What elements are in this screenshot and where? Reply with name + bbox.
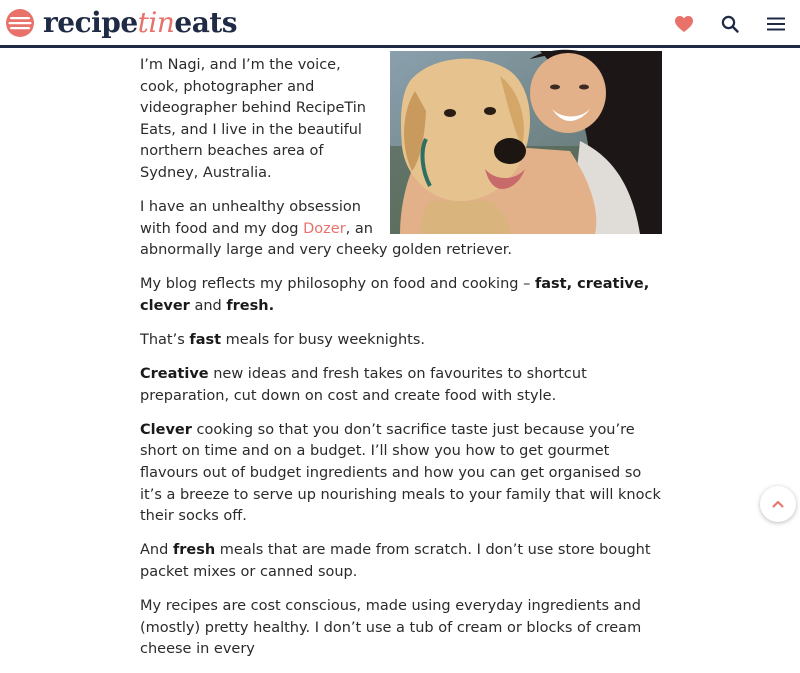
fast-text-end: meals for busy weeknights. bbox=[221, 332, 426, 349]
heart-icon bbox=[674, 15, 694, 33]
philosophy-text-mid: and bbox=[189, 297, 227, 314]
recipes-paragraph: My recipes are cost conscious, made using everyday ingredients and (mostly) pretty healthy. I don’t use a tub of cream or blocks of cream cheese in every bbox=[140, 597, 642, 658]
search-button[interactable] bbox=[716, 10, 744, 38]
header-actions bbox=[652, 10, 790, 38]
menu-icon bbox=[767, 17, 785, 31]
clever-paragraph bbox=[140, 420, 662, 528]
intro-paragraph: I’m Nagi, and I’m the voice, cook, photographer and videographer behind RecipeTin Eats, and I live in the beautiful northern beaches area of Sydney, Australia. bbox=[140, 57, 366, 181]
fresh-text-start: And bbox=[140, 542, 173, 559]
logo-wordmark bbox=[43, 5, 238, 39]
dog-text-start: I have an unhealthy obsession with food and my dog bbox=[140, 199, 361, 237]
favorites-button[interactable] bbox=[670, 10, 698, 38]
site-logo[interactable] bbox=[5, 5, 238, 39]
clever-text: cooking so that you don’t sacrifice taste just because you’re short on time and on a budget. I’ll show you how to get gourmet flavours out of budget ingredients and how you can get organised so it’s a breeze to serve up nourishing meals to your family that will knock their socks off. bbox=[140, 421, 661, 525]
logo-icon bbox=[5, 8, 35, 38]
fast-text-start: That’s bbox=[140, 332, 190, 349]
philosophy-text-start: My blog reflects my philosophy on food and cooking – bbox=[140, 276, 535, 293]
fast-keyword: fast bbox=[189, 332, 222, 349]
dozer-link[interactable]: Dozer bbox=[303, 220, 346, 237]
author-dog-photo bbox=[390, 51, 662, 234]
creative-keyword: Creative bbox=[140, 366, 209, 383]
site-header bbox=[0, 0, 800, 48]
scroll-to-top-button[interactable] bbox=[760, 486, 796, 522]
philosophy-paragraph bbox=[140, 274, 662, 317]
menu-button[interactable] bbox=[762, 10, 790, 38]
clever-keyword: Clever bbox=[140, 421, 192, 438]
creative-paragraph bbox=[140, 364, 662, 407]
philosophy-keywords: fast, creative, clever bbox=[140, 276, 650, 314]
logo-part-tin: tin bbox=[137, 5, 175, 39]
fresh-keyword: fresh bbox=[172, 542, 216, 559]
fresh-text-end: meals that are made from scratch. I don’t use store bought packet mixes or canned soup. bbox=[140, 542, 651, 580]
fresh-paragraph bbox=[140, 540, 662, 583]
about-content bbox=[140, 51, 662, 673]
search-icon bbox=[721, 15, 739, 33]
logo-part-eats: eats bbox=[174, 5, 238, 39]
fast-paragraph bbox=[140, 330, 662, 352]
dog-text-end: , an abnormally large and very cheeky golden retriever. bbox=[140, 220, 513, 259]
creative-text: new ideas and fresh takes on favourites to shortcut preparation, cut down on cost and create food with style. bbox=[140, 366, 587, 404]
logo-part-recipe: recipe bbox=[43, 5, 138, 39]
photo-illustration bbox=[390, 51, 662, 234]
philosophy-keyword-fresh: fresh. bbox=[226, 297, 275, 314]
chevron-up-icon bbox=[772, 500, 784, 508]
